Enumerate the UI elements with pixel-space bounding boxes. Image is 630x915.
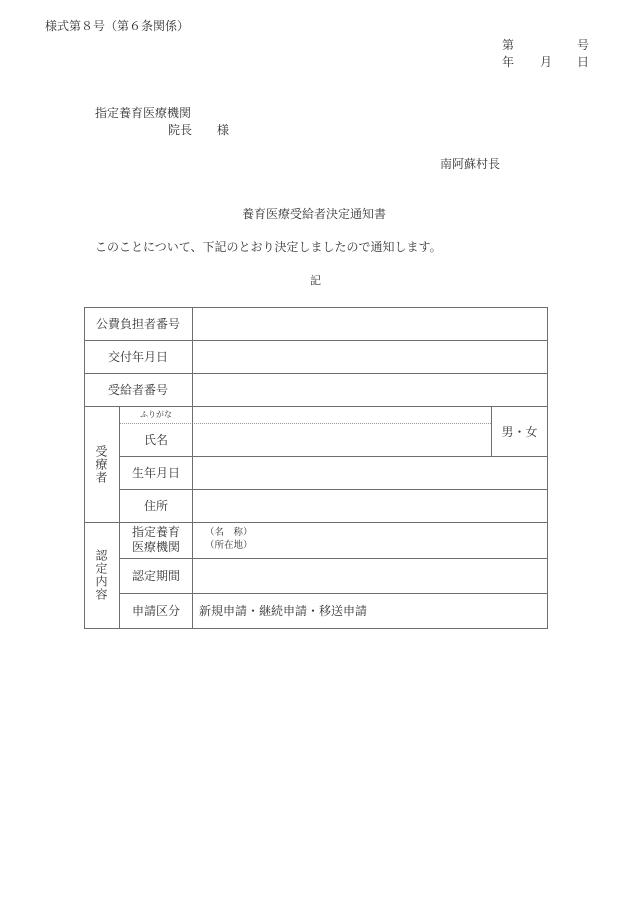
field-application-type[interactable]: 新規申請・継続申請・移送申請 [199, 604, 368, 618]
label-issue-date: 交付年月日 [107, 350, 168, 364]
body-text: このことについて、下記のとおり決定しましたので通知します。 [95, 240, 442, 254]
label-address: 住所 [143, 499, 168, 513]
number-prefix: 第 [502, 38, 515, 52]
table-border [84, 628, 548, 629]
decision-table [84, 307, 547, 629]
label-recipient-number: 受給者番号 [107, 383, 168, 397]
label-approval-period: 認定期間 [131, 569, 180, 583]
field-designated-institution[interactable] [193, 522, 547, 558]
field-address[interactable] [193, 489, 547, 522]
number-suffix: 号 [577, 38, 590, 52]
field-birth-date[interactable] [193, 456, 547, 489]
label-application-type: 申請区分 [131, 604, 180, 618]
field-issue-date[interactable] [193, 340, 547, 373]
form-number: 様式第８号（第６条関係） [45, 19, 190, 33]
field-approval-period[interactable] [193, 558, 547, 593]
ki-heading: 記 [310, 274, 321, 287]
label-name: 氏名 [143, 433, 168, 447]
field-recipient-number[interactable] [193, 373, 547, 406]
field-name[interactable] [193, 423, 491, 456]
table-border [547, 307, 548, 629]
label-approval-group: 認定内容 [94, 549, 108, 601]
field-furigana[interactable] [193, 406, 491, 423]
date-year: 年 [502, 55, 515, 69]
field-public-payer-number[interactable] [193, 307, 547, 340]
institution-name-label: （名 称） [205, 527, 253, 539]
institution-location-label: （所在地） [205, 540, 253, 551]
label-birth-date: 生年月日 [131, 466, 180, 480]
recipient-organization: 指定養育医療機関 [95, 106, 192, 120]
label-designated-institution [120, 522, 192, 558]
date-day: 日 [577, 55, 590, 69]
sender: 南阿蘇村長 [440, 157, 501, 171]
date-month: 月 [540, 55, 553, 69]
recipient-title: 院長 [168, 123, 193, 137]
label-public-payer-number: 公費負担者番号 [95, 317, 180, 331]
institution-label-line2: 医療機関 [131, 540, 180, 554]
label-patient-group: 受療者 [94, 444, 108, 484]
recipient-honorific: 様 [217, 123, 230, 137]
label-furigana: ふりがな [140, 410, 172, 419]
gender-selection[interactable]: 男・女 [501, 424, 538, 439]
document-title: 養育医療受給者決定通知書 [242, 207, 387, 221]
institution-label-line1: 指定養育 [131, 525, 180, 539]
